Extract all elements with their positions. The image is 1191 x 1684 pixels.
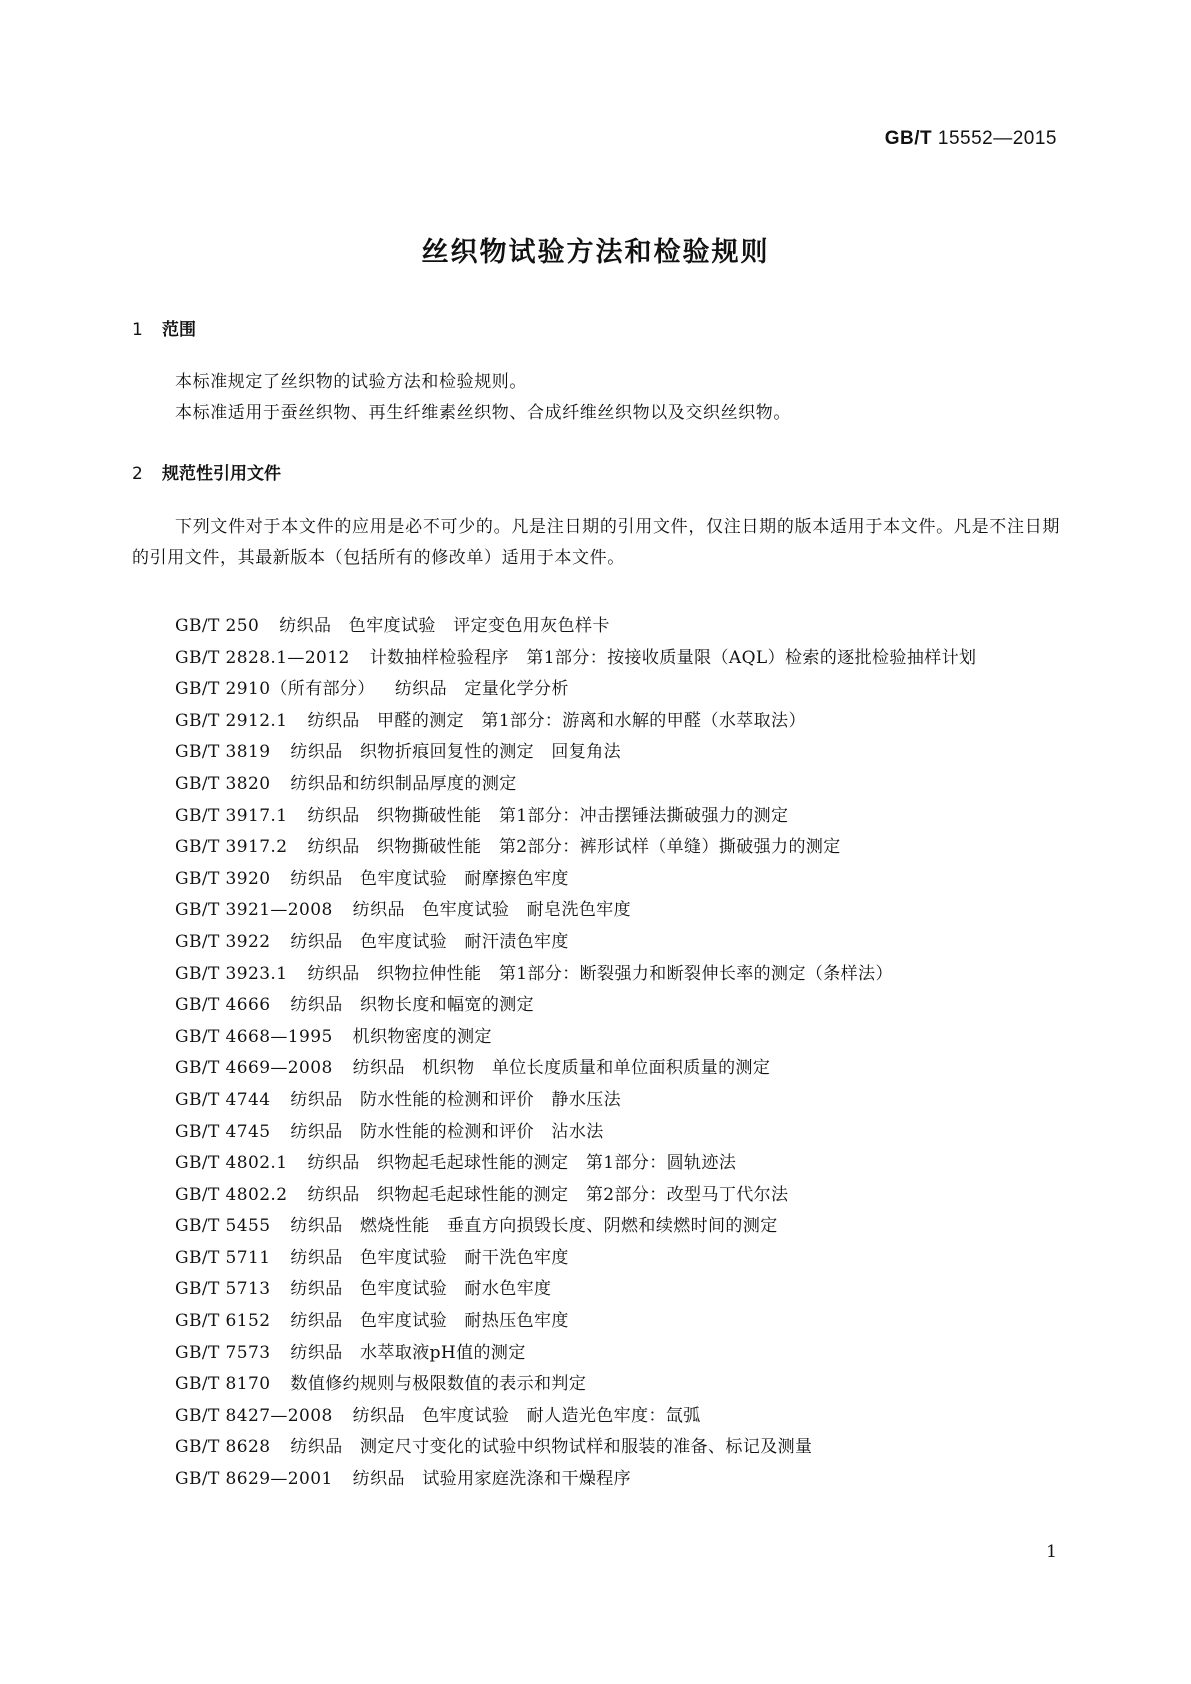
reference-item [132, 895, 1060, 927]
reference-code: GB/T 2910（所有部分） [175, 679, 375, 700]
reference-code: GB/T 3920 [175, 868, 271, 889]
reference-item [132, 832, 1060, 864]
reference-title: 纺织品 织物起毛起球性能的测定 第1部分：圆轨迹法 [307, 1153, 737, 1174]
reference-title: 纺织品 甲醛的测定 第1部分：游离和水解的甲醛（水萃取法） [307, 710, 806, 731]
reference-item [132, 801, 1060, 833]
reference-code: GB/T 3819 [175, 742, 271, 763]
reference-title: 纺织品 织物撕破性能 第2部分：裤形试样（单缝）撕破强力的测定 [307, 837, 841, 858]
reference-code: GB/T 3922 [175, 931, 271, 952]
reference-code: GB/T 250 [175, 616, 260, 636]
reference-title: 纺织品 色牢度试验 耐摩擦色牢度 [290, 868, 569, 889]
reference-code: GB/T 3917.2 [175, 837, 288, 858]
reference-title: 计数抽样检验程序 第1部分：按接收质量限（AQL）检索的逐批检验抽样计划 [369, 647, 977, 668]
reference-code: GB/T 4802.1 [175, 1153, 288, 1174]
reference-item [132, 1180, 1060, 1212]
reference-code: GB/T 4745 [175, 1121, 271, 1142]
reference-code: GB/T 4744 [175, 1089, 271, 1110]
reference-item [132, 1274, 1060, 1306]
reference-title: 纺织品 机织物 单位长度质量和单位面积质量的测定 [352, 1058, 771, 1079]
reference-item [132, 959, 1060, 991]
document-title: 丝织物试验方法和检验规则 [421, 237, 770, 268]
reference-title: 纺织品 色牢度试验 耐汗渍色牢度 [290, 931, 569, 952]
scope-paragraph-2: 本标准适用于蚕丝织物、再生纤维素丝织物、合成纤维丝织物以及交织丝织物。 [175, 403, 791, 423]
reference-code: GB/T 7573 [175, 1342, 271, 1363]
reference-title: 纺织品 织物撕破性能 第1部分：冲击摆锤法撕破强力的测定 [307, 805, 789, 826]
reference-title: 机织物密度的测定 [352, 1026, 492, 1047]
reference-item [132, 643, 1060, 675]
standard-number: 15552—2015 [937, 128, 1057, 149]
reference-item [132, 1211, 1060, 1243]
reference-title: 纺织品 色牢度试验 评定变色用灰色样卡 [279, 616, 610, 636]
reference-title: 纺织品 防水性能的检测和评价 沾水法 [290, 1121, 604, 1142]
section-title: 规范性引用文件 [162, 464, 281, 484]
reference-item [132, 1306, 1060, 1338]
reference-code: GB/T 3921—2008 [175, 900, 333, 921]
reference-code: GB/T 3820 [175, 773, 271, 794]
standard-prefix: GB/T [884, 128, 933, 149]
section-number: 1 [132, 320, 143, 340]
reference-list [132, 611, 1060, 1496]
reference-item [132, 1022, 1060, 1054]
scope-paragraph-1: 本标准规定了丝织物的试验方法和检验规则。 [175, 372, 527, 392]
reference-code: GB/T 3923.1 [175, 963, 288, 984]
reference-item [132, 1117, 1060, 1149]
standard-code [885, 128, 1057, 150]
section-heading-scope [132, 315, 196, 340]
reference-item [132, 1432, 1060, 1464]
reference-code: GB/T 4668—1995 [175, 1026, 333, 1047]
reference-code: GB/T 4669—2008 [175, 1058, 333, 1079]
reference-title: 纺织品 织物拉伸性能 第1部分：断裂强力和断裂伸长率的测定（条样法） [307, 963, 893, 984]
reference-title: 纺织品 燃烧性能 垂直方向损毁长度、阴燃和续燃时间的测定 [290, 1216, 778, 1237]
section-heading-normative-references [132, 459, 281, 484]
reference-title: 纺织品 色牢度试验 耐人造光色牢度：氙弧 [352, 1405, 701, 1426]
reference-item [132, 706, 1060, 738]
reference-item [132, 864, 1060, 896]
reference-title: 纺织品 织物折痕回复性的测定 回复角法 [290, 742, 622, 763]
reference-code: GB/T 2828.1—2012 [175, 647, 350, 668]
reference-code: GB/T 3917.1 [175, 805, 288, 826]
section-title: 范围 [162, 320, 196, 340]
reference-title: 纺织品 色牢度试验 耐皂洗色牢度 [352, 900, 632, 921]
reference-title: 纺织品 色牢度试验 耐热压色牢度 [290, 1311, 569, 1332]
reference-item [132, 1401, 1060, 1433]
reference-code: GB/T 5713 [175, 1279, 271, 1300]
section-number: 2 [132, 464, 143, 484]
reference-item [132, 674, 1060, 706]
reference-title: 纺织品 测定尺寸变化的试验中织物试样和服装的准备、标记及测量 [290, 1437, 813, 1458]
reference-title: 纺织品 色牢度试验 耐干洗色牢度 [290, 1247, 569, 1268]
reference-code: GB/T 4666 [175, 995, 271, 1016]
reference-code: GB/T 8628 [175, 1437, 271, 1458]
reference-code: GB/T 2912.1 [175, 710, 288, 731]
reference-title: 纺织品和纺织制品厚度的测定 [290, 773, 517, 794]
page-number: 1 [1046, 1542, 1057, 1562]
reference-title: 数值修约规则与极限数值的表示和判定 [290, 1374, 587, 1395]
reference-title: 纺织品 织物长度和幅宽的测定 [290, 995, 535, 1016]
reference-item [132, 1148, 1060, 1180]
reference-item [132, 990, 1060, 1022]
reference-code: GB/T 8427—2008 [175, 1405, 333, 1426]
reference-code: GB/T 8629—2001 [175, 1469, 333, 1490]
reference-item [132, 1085, 1060, 1117]
reference-item [132, 1338, 1060, 1370]
reference-title: 纺织品 织物起毛起球性能的测定 第2部分：改型马丁代尔法 [307, 1184, 789, 1205]
reference-item [132, 737, 1060, 769]
reference-title: 纺织品 色牢度试验 耐水色牢度 [290, 1279, 552, 1300]
reference-item [132, 927, 1060, 959]
reference-title: 纺织品 水萃取液pH值的测定 [290, 1342, 526, 1363]
reference-code: GB/T 5711 [175, 1247, 271, 1268]
reference-item [132, 1243, 1060, 1275]
reference-code: GB/T 5455 [175, 1216, 271, 1237]
reference-title: 纺织品 定量化学分析 [394, 679, 569, 700]
reference-item [132, 611, 1060, 643]
reference-title: 纺织品 防水性能的检测和评价 静水压法 [290, 1089, 622, 1110]
reference-item [132, 1464, 1060, 1496]
references-intro-paragraph: 下列文件对于本文件的应用是必不可少的。凡是注日期的引用文件，仅注日期的版本适用于本文件。凡是不注日期的引用文件，其最新版本（包括所有的修改单）适用于本文件。 [132, 517, 1060, 568]
reference-item [132, 769, 1060, 801]
reference-item [132, 1053, 1060, 1085]
reference-code: GB/T 8170 [175, 1374, 271, 1395]
reference-title: 纺织品 试验用家庭洗涤和干燥程序 [352, 1469, 632, 1490]
reference-item [132, 1369, 1060, 1401]
reference-code: GB/T 6152 [175, 1311, 271, 1332]
reference-code: GB/T 4802.2 [175, 1184, 288, 1205]
